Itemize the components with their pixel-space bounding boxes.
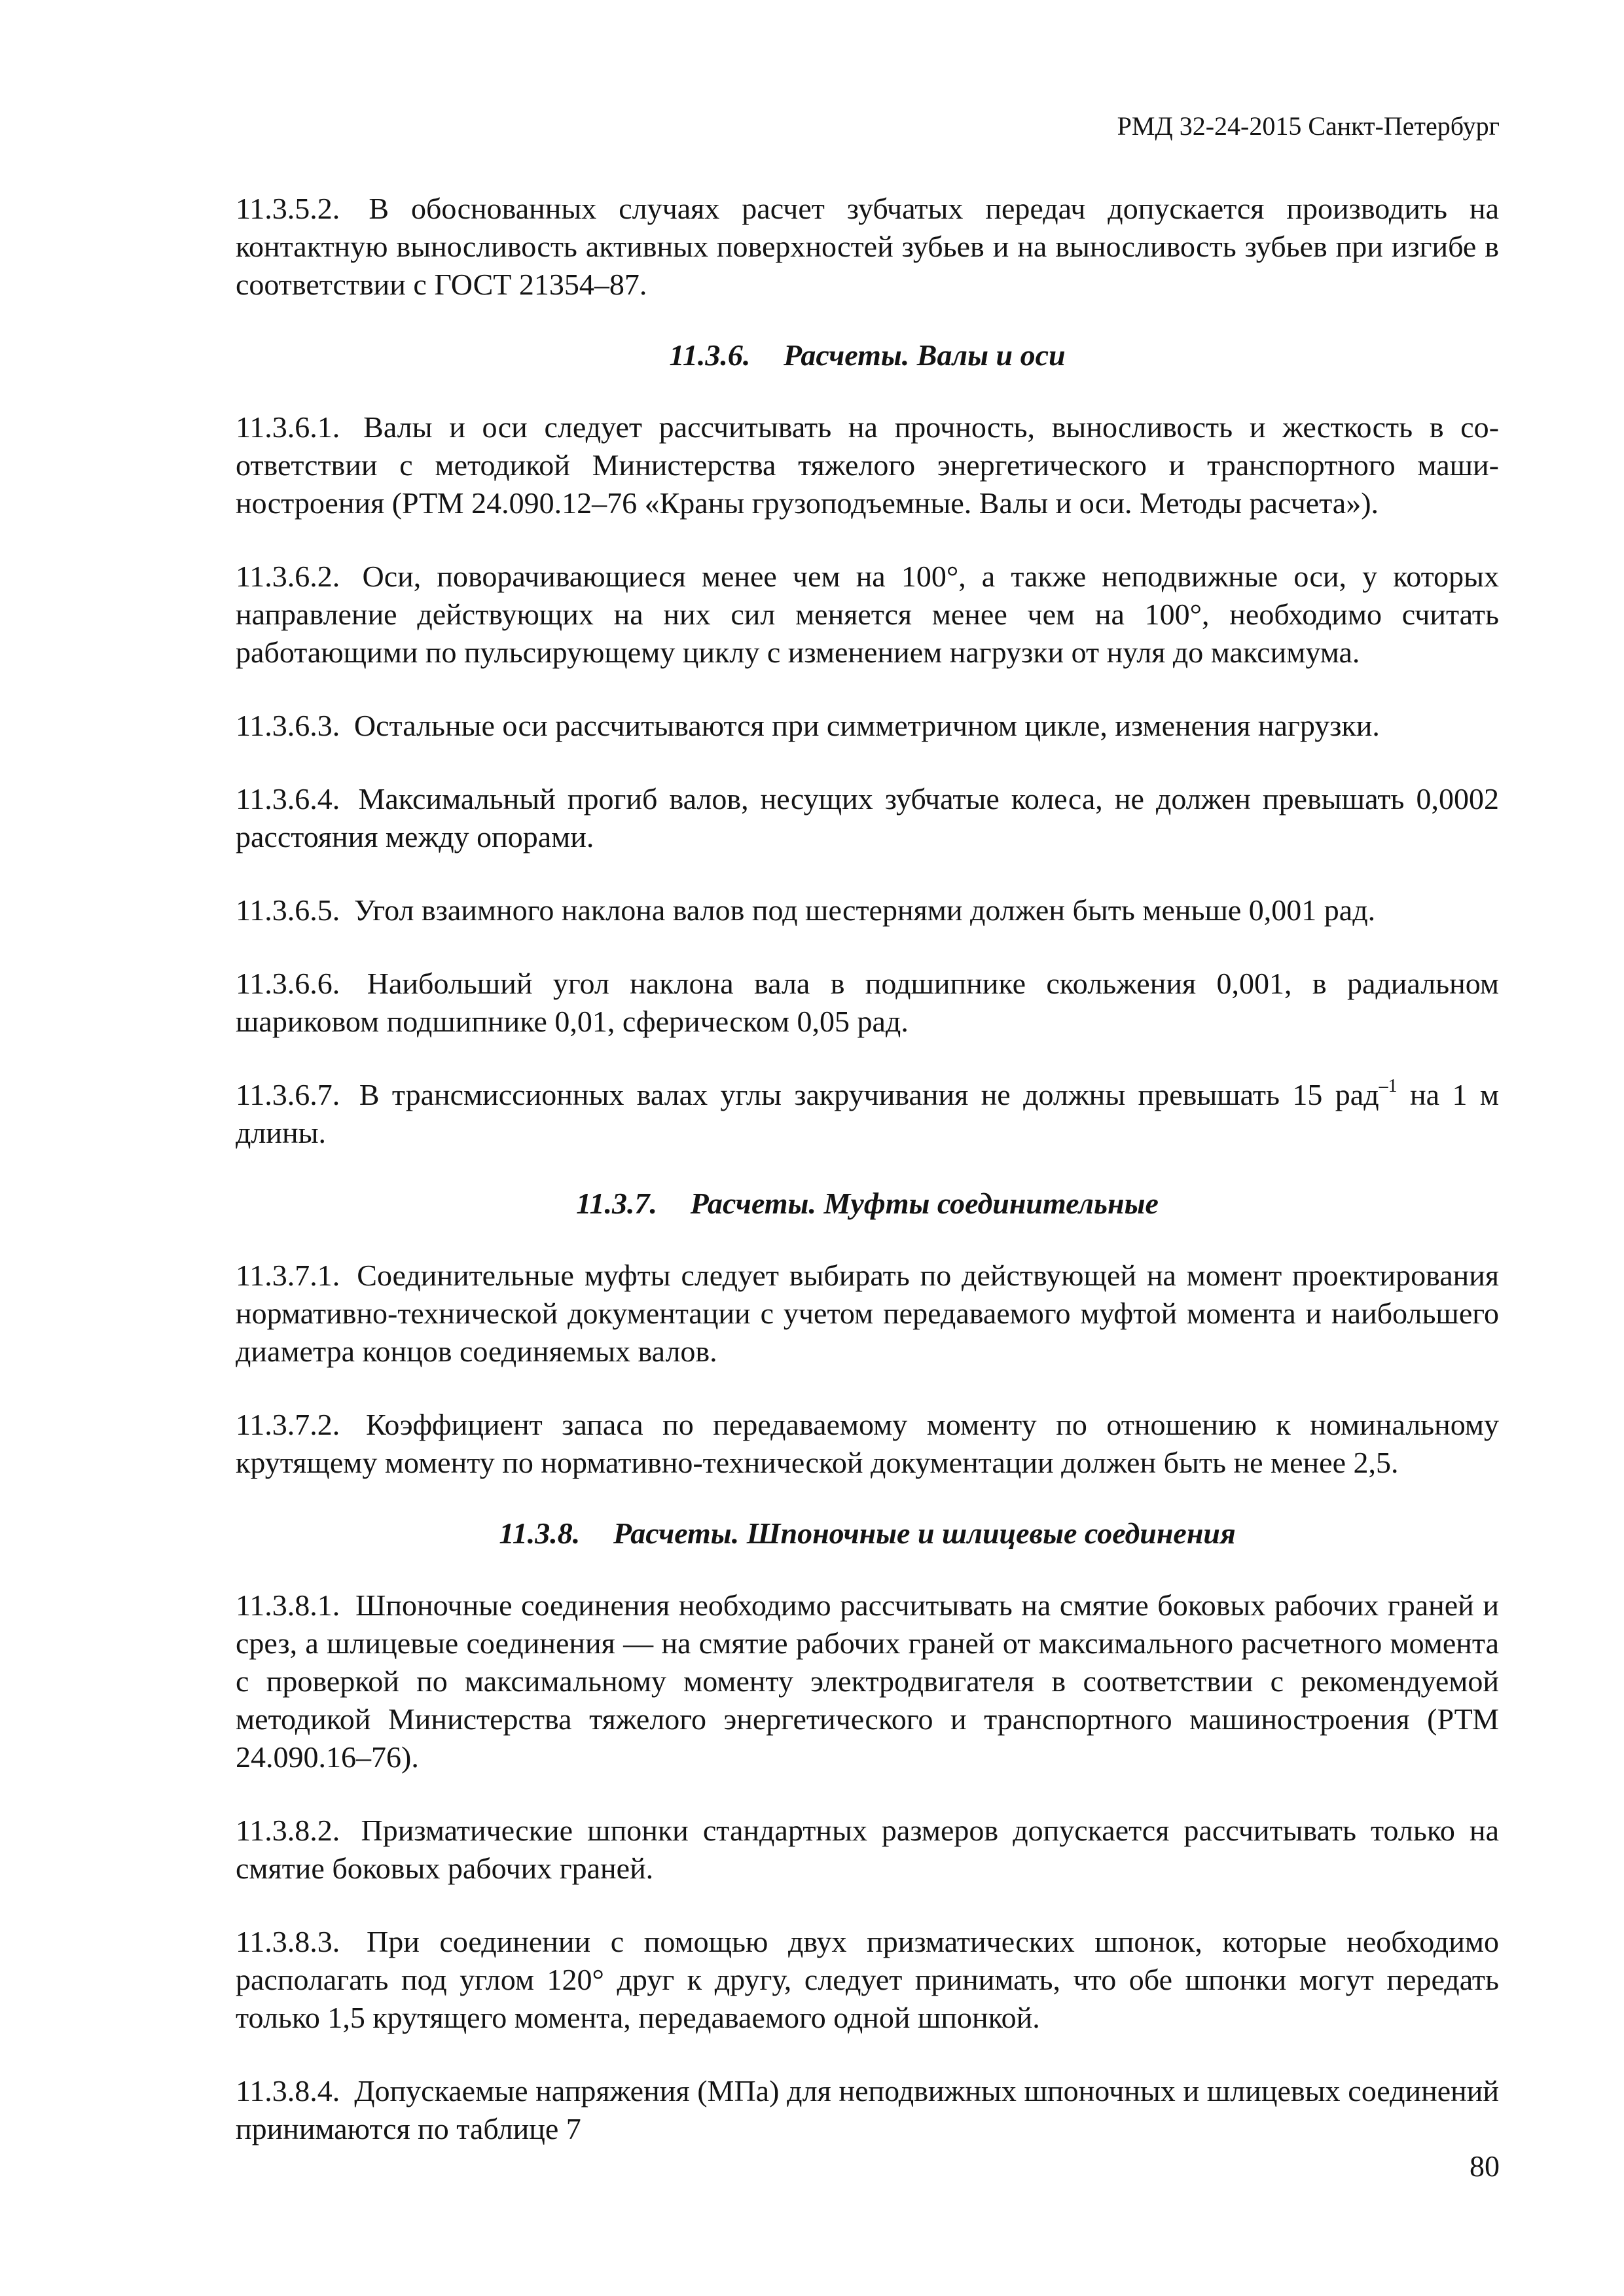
paragraph-11-3-7-2 (236, 1406, 1499, 1482)
paragraph-11-3-6-2 (236, 558, 1499, 672)
paragraph-text: Максимальный прогиб валов, несущих зубчатые колеса, не должен превышать 0,0002 расстояния между опорами. (236, 782, 1500, 853)
paragraph-text: Шпоночные соединения необходимо рассчитывать на смятие боковых рабочих граней и срез, а шлицевые соединения — на смятие рабочих граней от максимального расчетного момента с проверкой по максимальному моменту электродвигателя в соответствии с рекомендуемой методикой Министерства тяжелого энергетического и транспортного машиностроения (РТМ 24.090.16–76). (236, 1588, 1499, 1774)
paragraph-text: Коэффициент запаса по передаваемому моменту по отношению к номинальному крутящему моменту по нормативно-технической документации должен быть не менее 2,5. (236, 1408, 1499, 1479)
paragraph-text: Допускаемые напряжения (МПа) для неподвижных шпоночных и шлицевых соединений принимаются по таблице 7 (236, 2074, 1500, 2145)
paragraph-11-3-6-5 (236, 891, 1499, 929)
paragraph-number: 11.3.6.1. (236, 410, 340, 444)
paragraph-text: Угол взаимного наклона валов под шестернями должен быть меньше 0,001 рад. (353, 893, 1376, 927)
page-number: 80 (1470, 2149, 1500, 2183)
paragraph-11-3-6-7 (236, 1076, 1499, 1152)
paragraph-number: 11.3.6.2. (236, 560, 340, 593)
running-header: РМД 32-24-2015 Санкт-Петербург (1117, 111, 1500, 141)
paragraph-11-3-6-1 (236, 408, 1499, 522)
paragraph-11-3-6-3 (236, 707, 1499, 745)
paragraph-text: Соединительные муфты следует выбирать по действующей на момент проектирования нормативно-технической документации с учетом передаваемого муфтой момента и наибольшего диаметра концов соединяемых валов. (236, 1259, 1500, 1368)
paragraph-11-3-7-1 (236, 1257, 1499, 1371)
section-number: 11.3.8. (499, 1516, 581, 1550)
paragraph-11-3-8-4 (236, 2072, 1499, 2148)
paragraph-number: 11.3.5.2. (236, 192, 340, 225)
paragraph-number: 11.3.8.1. (236, 1588, 340, 1622)
superscript-exponent: –1 (1379, 1076, 1398, 1096)
paragraph-text: Валы и оси следует рассчитывать на прочность, выносливость и жесткость в соответствии с методикой Министерства тяжелого энергетического и транспортного машиностроения (РТМ 24.090.12–76 «Краны грузоподъемные. Валы и оси. Методы расчета»). (236, 410, 1500, 520)
paragraph-number: 11.3.8.3. (236, 1925, 340, 1958)
paragraph-11-3-5-2 (236, 190, 1499, 304)
paragraph-text: Наибольший угол наклона вала в подшипнике скольжения 0,001, в радиальном шариковом подшипнике 0,01, сферическом 0,05 рад. (236, 967, 1500, 1038)
paragraph-number: 11.3.6.5. (236, 893, 340, 927)
paragraph-text: В обоснованных случаях расчет зубчатых передач допускается производить на контактную выносливость активных поверхностей зубьев и на выносливость зубьев при изгибе в соответствии с ГОСТ 21354–87. (236, 192, 1500, 301)
section-number: 11.3.7. (576, 1187, 658, 1220)
paragraph-number: 11.3.7.2. (236, 1408, 340, 1441)
paragraph-11-3-6-4 (236, 780, 1499, 856)
document-body (236, 190, 1499, 2183)
paragraph-text: Оси, поворачивающиеся менее чем на 100°, а также неподвижные оси, у которых направление действующих на них сил меняется менее чем на 100°, необходимо считать работающими по пульсирующему циклу с изменением нагрузки от нуля до максимума. (236, 560, 1499, 669)
paragraph-text-after: на 1 м длины. (236, 1078, 1500, 1149)
paragraph-number: 11.3.8.2. (236, 1814, 340, 1847)
paragraph-11-3-8-1 (236, 1587, 1499, 1776)
paragraph-number: 11.3.6.6. (236, 967, 340, 1000)
paragraph-number: 11.3.6.4. (236, 782, 340, 816)
section-heading-11-3-7 (236, 1185, 1499, 1223)
section-title: Расчеты. Валы и оси (783, 338, 1066, 372)
paragraph-number: 11.3.6.7. (236, 1078, 340, 1111)
section-heading-11-3-6 (236, 336, 1499, 374)
paragraph-11-3-8-3 (236, 1923, 1499, 2037)
paragraph-number: 11.3.6.3. (236, 709, 340, 742)
section-title: Расчеты. Шпоночные и шлицевые соединения (613, 1516, 1236, 1550)
paragraph-number: 11.3.8.4. (236, 2074, 340, 2108)
paragraph-text: Призматические шпонки стандартных размеров допускается рассчитывать только на смятие боковых рабочих граней. (236, 1814, 1500, 1885)
paragraph-text: При соединении с помощью двух призматических шпонок, которые необходимо располагать под углом 120° друг к другу, следует принимать, что обе шпонки могут передать только 1,5 крутящего момента, передаваемого одной шпонкой. (236, 1925, 1499, 2034)
section-number: 11.3.6. (669, 338, 751, 372)
paragraph-number: 11.3.7.1. (236, 1259, 340, 1292)
section-title: Расчеты. Муфты соединительные (690, 1187, 1159, 1220)
paragraph-text-before: В трансмиссионных валах углы закручивания не должны превышать 15 рад (359, 1078, 1379, 1111)
paragraph-11-3-6-6 (236, 965, 1499, 1041)
section-heading-11-3-8 (236, 1515, 1499, 1552)
paragraph-text: Остальные оси рассчитываются при симметричном цикле, изменения нагрузки. (353, 709, 1380, 742)
paragraph-11-3-8-2 (236, 1812, 1499, 1888)
